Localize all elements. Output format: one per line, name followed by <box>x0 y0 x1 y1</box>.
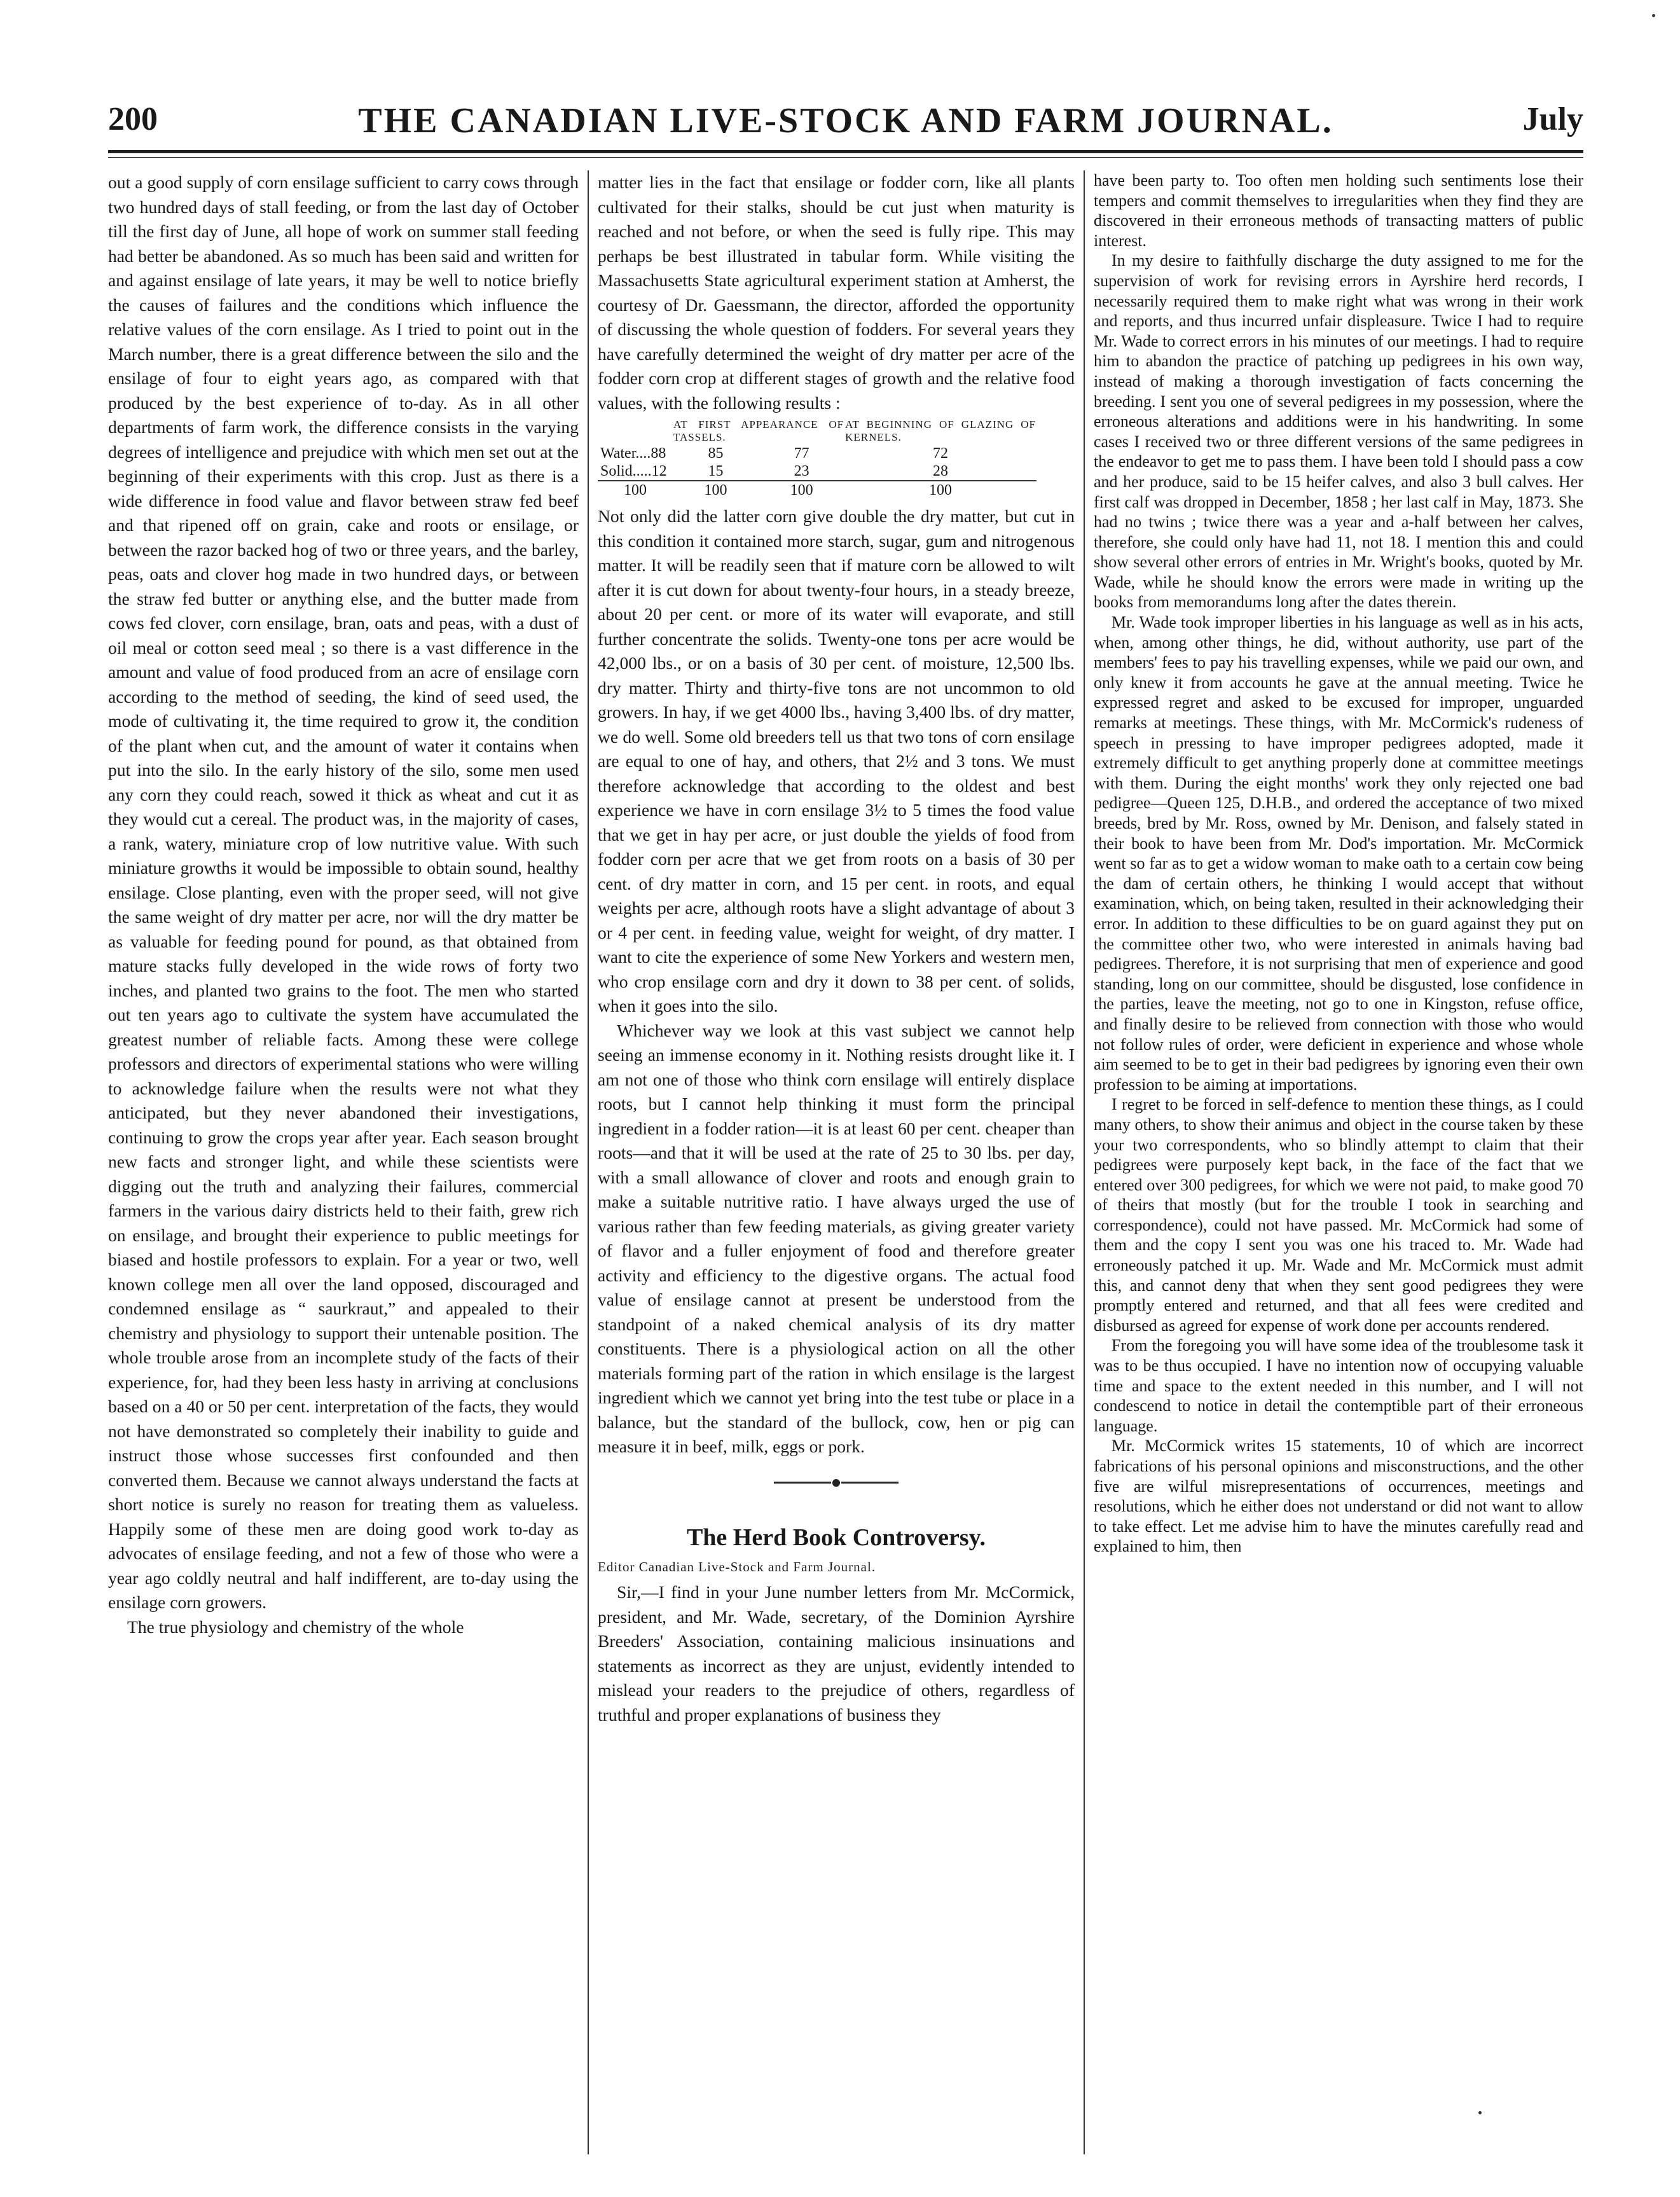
column-1 <box>108 170 579 2173</box>
column-2 <box>598 170 1075 2173</box>
table-cell: 100 <box>844 481 1036 499</box>
fodder-table <box>598 418 1036 499</box>
column-divider <box>588 170 589 2154</box>
section-ornament <box>598 1472 1075 1491</box>
paragraph: out a good supply of corn ensilage sufficient to carry cows through two hundred days of stall feeding, or from the last day of October till the first day of June, all hope of work on summer stall feeding had better be abandoned. As so much has been said and written for and against ensilage of late years, it may be well to notice briefly the causes of failures and the conditions which influence the relative values of the corn ensilage. As I tried to point out in the March number, there is a great difference between the silo and the ensilage of four to eight years ago, as compared with that produced by the best experience of to-day. As in all other departments of farm work, the difference consists in the varying degrees of intelligence and prejudice with which men set out at the beginning of their experiments with this crop. Just as there is a wide difference in food value and flavor between straw fed beef and that ripened off on grain, cake and roots or ensilage, or between the razor backed hog of two or three years, and the barley, peas, oats and clover hog made in two hundred days, or between the straw fed butter or anything else, and the butter made from cows fed clover, corn ensilage, bran, oats and peas, with a dust of oil meal or cotton seed meal ; so there is a vast difference in the amount and value of food produced from an acre of ensilage corn according to the method of seeding, the kind of seed used, the mode of cultivating it, the time required to grow it, the condition of the plant when cut, and the amount of water it contains when put into the silo. In the early history of the silo, some men used any corn they could reach, sowed it thick as wheat and cut it as they would cut a cereal. The product was, in the majority of cases, a rank, watery, miniature crop of low nutritive value. With such miniature growths it would be impossible to obtain sound, healthy ensilage. Close planting, even with the proper seed, will not give the same weight of dry matter per acre, nor will the dry matter be as valuable for feeding pound for pound, as that obtained from mature stacks fully developed in the wide rows of forty two inches, and planted two grains to the foot. The men who started out ten years ago to cultivate the system have accumulated the greatest number of reliable facts. Among these were college professors and directors of experimental stations who were willing to acknowledge failure when the results were not what they anticipated, but they never abandoned their investigations, continuing to grow the crops year after year. Each season brought new facts and stronger light, and while these scientists were digging out the truth and analyzing their failures, commercial farmers in the various dairy districts held to their faith, grew rich on ensilage, and brought their experience to public meetings for biased and hostile professors to explain. For a year or two, well known college men all over the land opposed, discouraged and condemned ensilage as “ saurkraut,” and appealed to their chemistry and physiology to support their untenable position. The whole trouble arose from an incomplete study of the facts of their experience, for, had they been less hasty in arriving at conclusions based on a 40 or 50 per cent. interpretation of the facts, they would not have demonstrated so completely their inability to guide and instruct those whose successes first confounded and then converted them. Because we cannot always understand the facts at short notice is surely no reason for treating them as valueless. Happily some of these men are doing good work to-day as advocates of ensilage feeding, and not a few of those who were a year ago coldly neutral and half indifferent, are to-day using the ensilage corn growers. <box>108 172 579 1612</box>
table-cell: 23 <box>794 463 809 479</box>
column-divider <box>1084 170 1085 2154</box>
table-group-header: AT FIRST APPEARANCE OF TASSELS. <box>673 418 844 443</box>
section-heading: The Herd Book Controversy. <box>686 1524 986 1551</box>
header-rule <box>108 150 1583 158</box>
page-number: 200 <box>108 101 158 137</box>
table-row <box>598 462 1036 481</box>
table-cell: Solid.....12 <box>600 463 667 479</box>
paragraph: Sir,—I find in your June number letters from Mr. McCormick, president, and Mr. Wade, secretary, of the Dominion Ayrshire Breeders' Association, containing malicious insinuations and statements as incorrect as they are unjust, evidently intended to mislead your readers to the prejudice of others, regardless of truthful and proper explanations of business they <box>598 1582 1075 1725</box>
paragraph: have been party to. Too often men holding such sentiments lose their tempers and commit themselves to irregularities when they find they are discovered in their erroneous methods of transacting matters of public interest. <box>1094 171 1583 250</box>
table-cell: 15 <box>708 463 724 479</box>
issue-month: July <box>1522 101 1583 137</box>
table-cell: 100 <box>759 481 844 499</box>
paragraph: Mr. McCormick writes 15 statements, 10 of which are incorrect fabrications of his personal opinions and misconstructions, and the other five are wilful misrepresentations of occurrences, meetings and resolutions, which he either does not understand or did not want to allow to take effect. Let me advise him to have the minutes carefully read and explained to him, then <box>1094 1436 1583 1556</box>
editor-line: Editor Canadian Live-Stock and Farm Journal. <box>598 1559 876 1574</box>
paragraph: In my desire to faithfully discharge the duty assigned to me for the supervision of work for revising errors in Ayrshire herd records, I necessarily required them to make right what was wrong in their work and reports, and thus incurred unfair displeasure. Twice I had to require Mr. Wade to correct errors in his minutes of our meetings. I had to require him to abandon the practice of patching up pedigrees in his own way, instead of making a thorough investigation of facts concerning the breeding. I sent you one of several pedigrees in my possession, where the erroneous alterations and additions were in his handwriting. In some cases I received two or three different versions of the same pedigrees in the endeavor to get me to pass them. I have been told I should pass a cow and her produce, said to be 15 heifer calves, and also 3 bull calves. Her first calf was dropped in December, 1858 ; her last calf in May, 1873. She had no twins ; twice there was a year and a-half between her calves, therefore, she could only have had 11, not 18. I mention this and could show several other errors of entries in Mr. Wright's books, quoted by Mr. Wade, while he should know the errors were made in writing up the books from memorandums long after the dates therein. <box>1094 251 1583 612</box>
page-header <box>108 100 1583 145</box>
paragraph: The true physiology and chemistry of the whole <box>127 1616 464 1637</box>
print-speck <box>1478 2111 1482 2114</box>
table-row <box>598 444 1036 462</box>
paragraph: Whichever way we look at this vast subject we cannot help seeing an immense economy in it. Nothing resists drought like it. I am not one of those who think corn ensilage will entirely displace roots, but I cannot help thinking it must form the principal ingredient in a fodder ration—it is at least 60 per cent. cheaper than roots—and that it will be used at the rate of 25 to 30 lbs. per day, with a small allowance of clover and roots and enough grain to make a suitable nutritive ratio. I have always urged the use of various rather than few feeding materials, as giving greater variety of flavor and a fuller enjoyment of food and therefore greater activity and efficiency to the digestive organs. The actual food value of ensilage cannot at present be understood from the standpoint of a naked chemical analysis of its dry matter constituents. There is a physiological action on all the other materials forming part of the ration in which ensilage is the largest ingredient which we cannot yet bring into the test tube or place in a balance, but the standard of the bullock, cow, hen or pig can measure it in beef, milk, eggs or pork. <box>598 1020 1075 1456</box>
table-cell: 100 <box>598 481 673 499</box>
paragraph: From the foregoing you will have some idea of the troublesome task it was to be thus occupied. I have no intention now of occupying valuable time and space to the extent needed in this number, and I will not condescend to notice in detail the contemptible part of their erroneous language. <box>1094 1336 1583 1435</box>
table-cell: 77 <box>794 445 809 462</box>
paragraph: matter lies in the fact that ensilage or fodder corn, like all plants cultivated for their stalks, should be cut just when maturity is reached and not before, or when the seed is fully ripe. This may perhaps be best illustrated in tabular form. While visiting the Massachusetts State agricultural experiment station at Amherst, the courtesy of Dr. Gaessmann, the director, afforded the opportunity of discussing the whole question of fodders. For several years they have carefully determined the weight of dry matter per acre of the fodder corn crop at different stages of growth and the relative food values, with the following results : <box>598 172 1075 413</box>
paragraph: Mr. Wade took improper liberties in his language as well as in his acts, when, among other things, he did, without authority, use part of the members' fees to pay his travelling expenses, while we paid our own, and only knew it from accounts he gave at the annual meeting. Twice he expressed regret and asked to be excused for improper, unguarded remarks at meetings. These things, with Mr. McCormick's rudeness of speech in pressing to have improper pedigrees adopted, made it extremely difficult to get anything properly done at committee meetings with them. During the eight months' work they only rejected one bad pedigree—Queen 125, D.H.B., and ordered the acceptance of two mixed breeds, bred by Mr. Ross, owned by Mr. Denison, and falsely stated in their book to have been from Mr. Dod's importation. Mr. McCormick went so far as to get a widow woman to make oath to a certain cow being the dam of certain others, he thinking I would accept that without examination, which, on being taken, resulted in their acknowledging their error. In addition to these difficulties to be on guard against they put on the committee other two, who were interested in animals having bad pedigrees. Therefore, it is not surprising that men of experience and good standing, long on our committee, should be disgusted, lose confidence in the parties, leave the meeting, not go to one in Kingston, refuse office, and finally desire to be relieved from connection with those who would not follow rules of order, were deficient in experience and whose whole aim seemed to be to get in their bad pedigrees by ignoring even their own profession to be aiming at importations. <box>1094 613 1583 1094</box>
paragraph: Not only did the latter corn give double the dry matter, but cut in this condition it contained more starch, sugar, gum and nitrogenous matter. It will be readily seen that if mature corn be allowed to wilt after it is cut down for about twenty-four hours, in a steady breeze, about 20 per cent. or more of its water will evaporate, and still further concentrate the solids. Twenty-one tons per acre would be 42,000 lbs., or on a basis of 30 per cent. of moisture, 12,500 lbs. dry matter. Thirty and thirty-five tons are not uncommon to old growers. In hay, if we get 4000 lbs., having 3,400 lbs. of dry matter, we do well. Some old breeders tell us that two tons of corn ensilage are equal to one of hay, and others, that 2½ and 3 tons. We must therefore acknowledge that according to the oldest and best experience we have in corn ensilage 3½ to 5 times the food value that we get in hay per acre, or just double the yields of food from fodder corn per acre that we get from roots on a basis of 30 per cent. of dry matter in corn, and 15 per cent. in roots, and equal weights per acre, although roots have a slight advantage of about 3 or 4 per cent. in feeding value, weight for weight, of dry matter. I want to cite the experience of some New Yorkers and western men, who crop ensilage corn and dry it down to 38 per cent. of solids, when it goes into the silo. <box>598 506 1075 1016</box>
paragraph: I regret to be forced in self-defence to mention these things, as I could many others, to show their animus and object in the course taken by these your two correspondents, who so blindly attempt to claim that their pedigrees were purposely kept back, in the face of the fact that we entered over 300 pedigrees, for which we were not paid, to make good 70 of theirs that mostly (but for the trouble I took in searching and correspondence), could not have passed. Mr. McCormick had some of them and the copy I sent you was one his traced to. Mr. Wade had erroneously patched it up. Mr. Wade and Mr. McCormick must admit this, and cannot deny that when they sent good pedigrees they were promptly entered and returned, and that all fees were credited and disbursed as agreed for expense of work done per accounts rendered. <box>1094 1095 1583 1335</box>
column-3 <box>1094 170 1583 2173</box>
table-total-row <box>598 481 1036 499</box>
table-cell: 28 <box>933 463 949 479</box>
table-cell: 100 <box>673 481 759 499</box>
table-cell: 85 <box>708 445 724 462</box>
table-cell: 72 <box>933 445 949 462</box>
journal-title: THE CANADIAN LIVE-STOCK AND FARM JOURNAL. <box>358 101 1333 141</box>
print-speck <box>1652 14 1655 17</box>
table-cell: Water....88 <box>600 445 666 462</box>
table-group-header: AT BEGINNING OF GLAZING OF KERNELS. <box>845 418 1036 443</box>
